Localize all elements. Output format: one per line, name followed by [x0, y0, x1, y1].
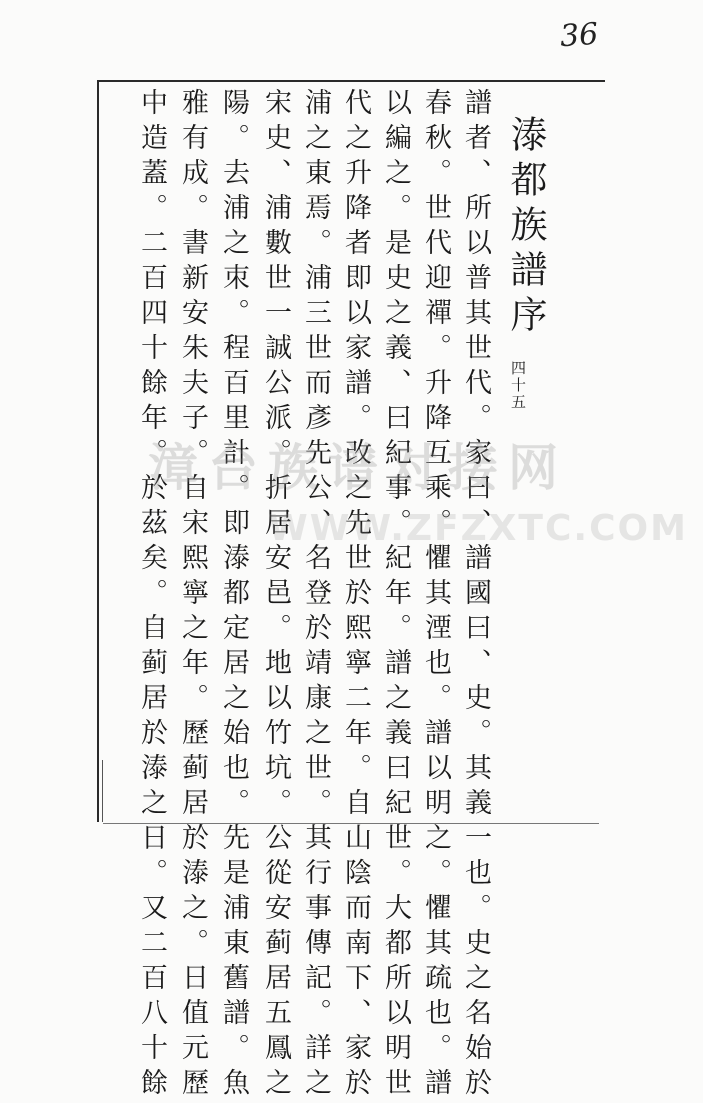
frame-line-left	[97, 80, 99, 822]
page-number: 36	[558, 16, 600, 55]
text-column: 雅有成。書新安朱夫子。自宋熙寧之年。歷蓟居於溙之。日值元歷	[177, 88, 208, 1103]
frame-line-left-outer	[102, 760, 103, 822]
frame-line-top	[98, 80, 605, 82]
watermark-cn: 漳台族谱对接网	[148, 439, 568, 497]
text-column: 譜者、所以普其世代。家曰、譜國曰、史。其義一也。史之名始於	[460, 88, 491, 1103]
text-column: 代之升降者即以家譜。改之先世於熙寧二年。自山陰而南下、家於	[340, 88, 371, 1103]
document-title: 溙都族譜序	[504, 115, 547, 340]
text-column: 中造蓋。二百四十餘年。於茲矣。自蓟居於溙之日。又二百八十餘	[136, 88, 167, 1103]
text-column: 陽。去浦之朿。程百里計。即溙都定居之始也。先是浦東舊譜。魚	[218, 88, 249, 1103]
text-column: 宋史、浦數世一誠公派。折居安邑。地以竹坑。公從安蓟居五鳳之	[260, 88, 291, 1103]
text-column: 春秋。世代迎禪。升降互乘。懼其湮也。譜以明之。懼其疏也。譜	[420, 88, 451, 1103]
page-label: 四十五	[509, 360, 527, 411]
text-column: 以編之。是史之義、曰紀事。紀年。譜之義曰紀世。大都所以明世	[380, 88, 411, 1103]
text-column: 浦之東焉。浦三世而彥先公、名登於靖康之世。其行事傳記。詳之	[300, 88, 331, 1103]
watermark-url: WWW.ZFZXTC.COM	[268, 508, 688, 549]
